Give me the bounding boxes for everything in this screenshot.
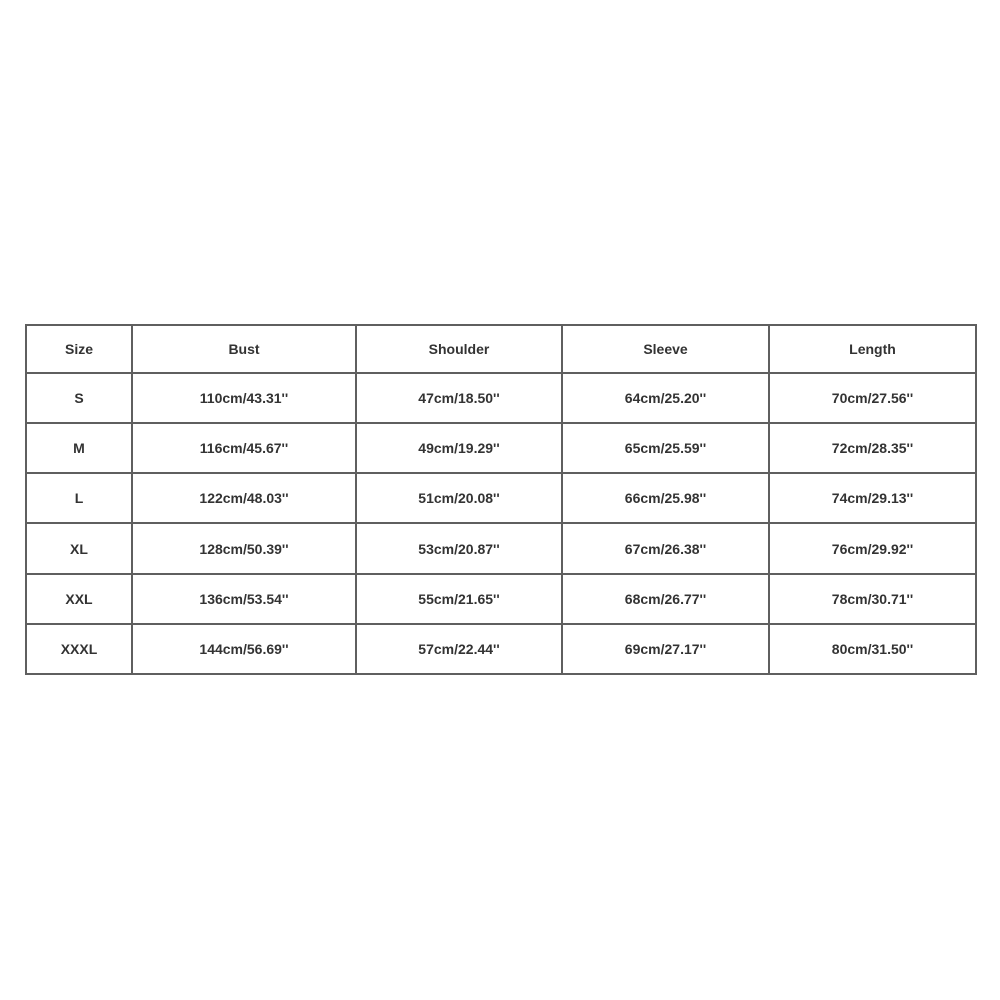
table-row xyxy=(26,574,976,624)
table-row xyxy=(26,423,976,473)
cell-shoulder: 47cm/18.50'' xyxy=(356,373,562,423)
header-length: Length xyxy=(769,325,976,373)
header-row xyxy=(26,325,976,373)
cell-shoulder: 55cm/21.65'' xyxy=(356,574,562,624)
header-size: Size xyxy=(26,325,132,373)
cell-bust: 122cm/48.03'' xyxy=(132,473,356,523)
cell-shoulder: 57cm/22.44'' xyxy=(356,624,562,674)
table-row xyxy=(26,373,976,423)
size-chart-table xyxy=(25,324,977,675)
cell-sleeve: 64cm/25.20'' xyxy=(562,373,769,423)
cell-size: XL xyxy=(26,523,132,573)
cell-size: L xyxy=(26,473,132,523)
table-row xyxy=(26,523,976,573)
cell-length: 72cm/28.35'' xyxy=(769,423,976,473)
cell-bust: 116cm/45.67'' xyxy=(132,423,356,473)
cell-bust: 110cm/43.31'' xyxy=(132,373,356,423)
cell-size: XXXL xyxy=(26,624,132,674)
header-bust: Bust xyxy=(132,325,356,373)
table-row xyxy=(26,473,976,523)
cell-size: M xyxy=(26,423,132,473)
cell-length: 80cm/31.50'' xyxy=(769,624,976,674)
cell-length: 70cm/27.56'' xyxy=(769,373,976,423)
cell-bust: 136cm/53.54'' xyxy=(132,574,356,624)
cell-size: S xyxy=(26,373,132,423)
header-sleeve: Sleeve xyxy=(562,325,769,373)
cell-bust: 128cm/50.39'' xyxy=(132,523,356,573)
cell-shoulder: 51cm/20.08'' xyxy=(356,473,562,523)
cell-bust: 144cm/56.69'' xyxy=(132,624,356,674)
cell-sleeve: 66cm/25.98'' xyxy=(562,473,769,523)
cell-shoulder: 53cm/20.87'' xyxy=(356,523,562,573)
cell-length: 78cm/30.71'' xyxy=(769,574,976,624)
cell-size: XXL xyxy=(26,574,132,624)
cell-length: 76cm/29.92'' xyxy=(769,523,976,573)
header-shoulder: Shoulder xyxy=(356,325,562,373)
cell-sleeve: 65cm/25.59'' xyxy=(562,423,769,473)
cell-sleeve: 67cm/26.38'' xyxy=(562,523,769,573)
cell-length: 74cm/29.13'' xyxy=(769,473,976,523)
cell-shoulder: 49cm/19.29'' xyxy=(356,423,562,473)
cell-sleeve: 68cm/26.77'' xyxy=(562,574,769,624)
cell-sleeve: 69cm/27.17'' xyxy=(562,624,769,674)
table-row xyxy=(26,624,976,674)
